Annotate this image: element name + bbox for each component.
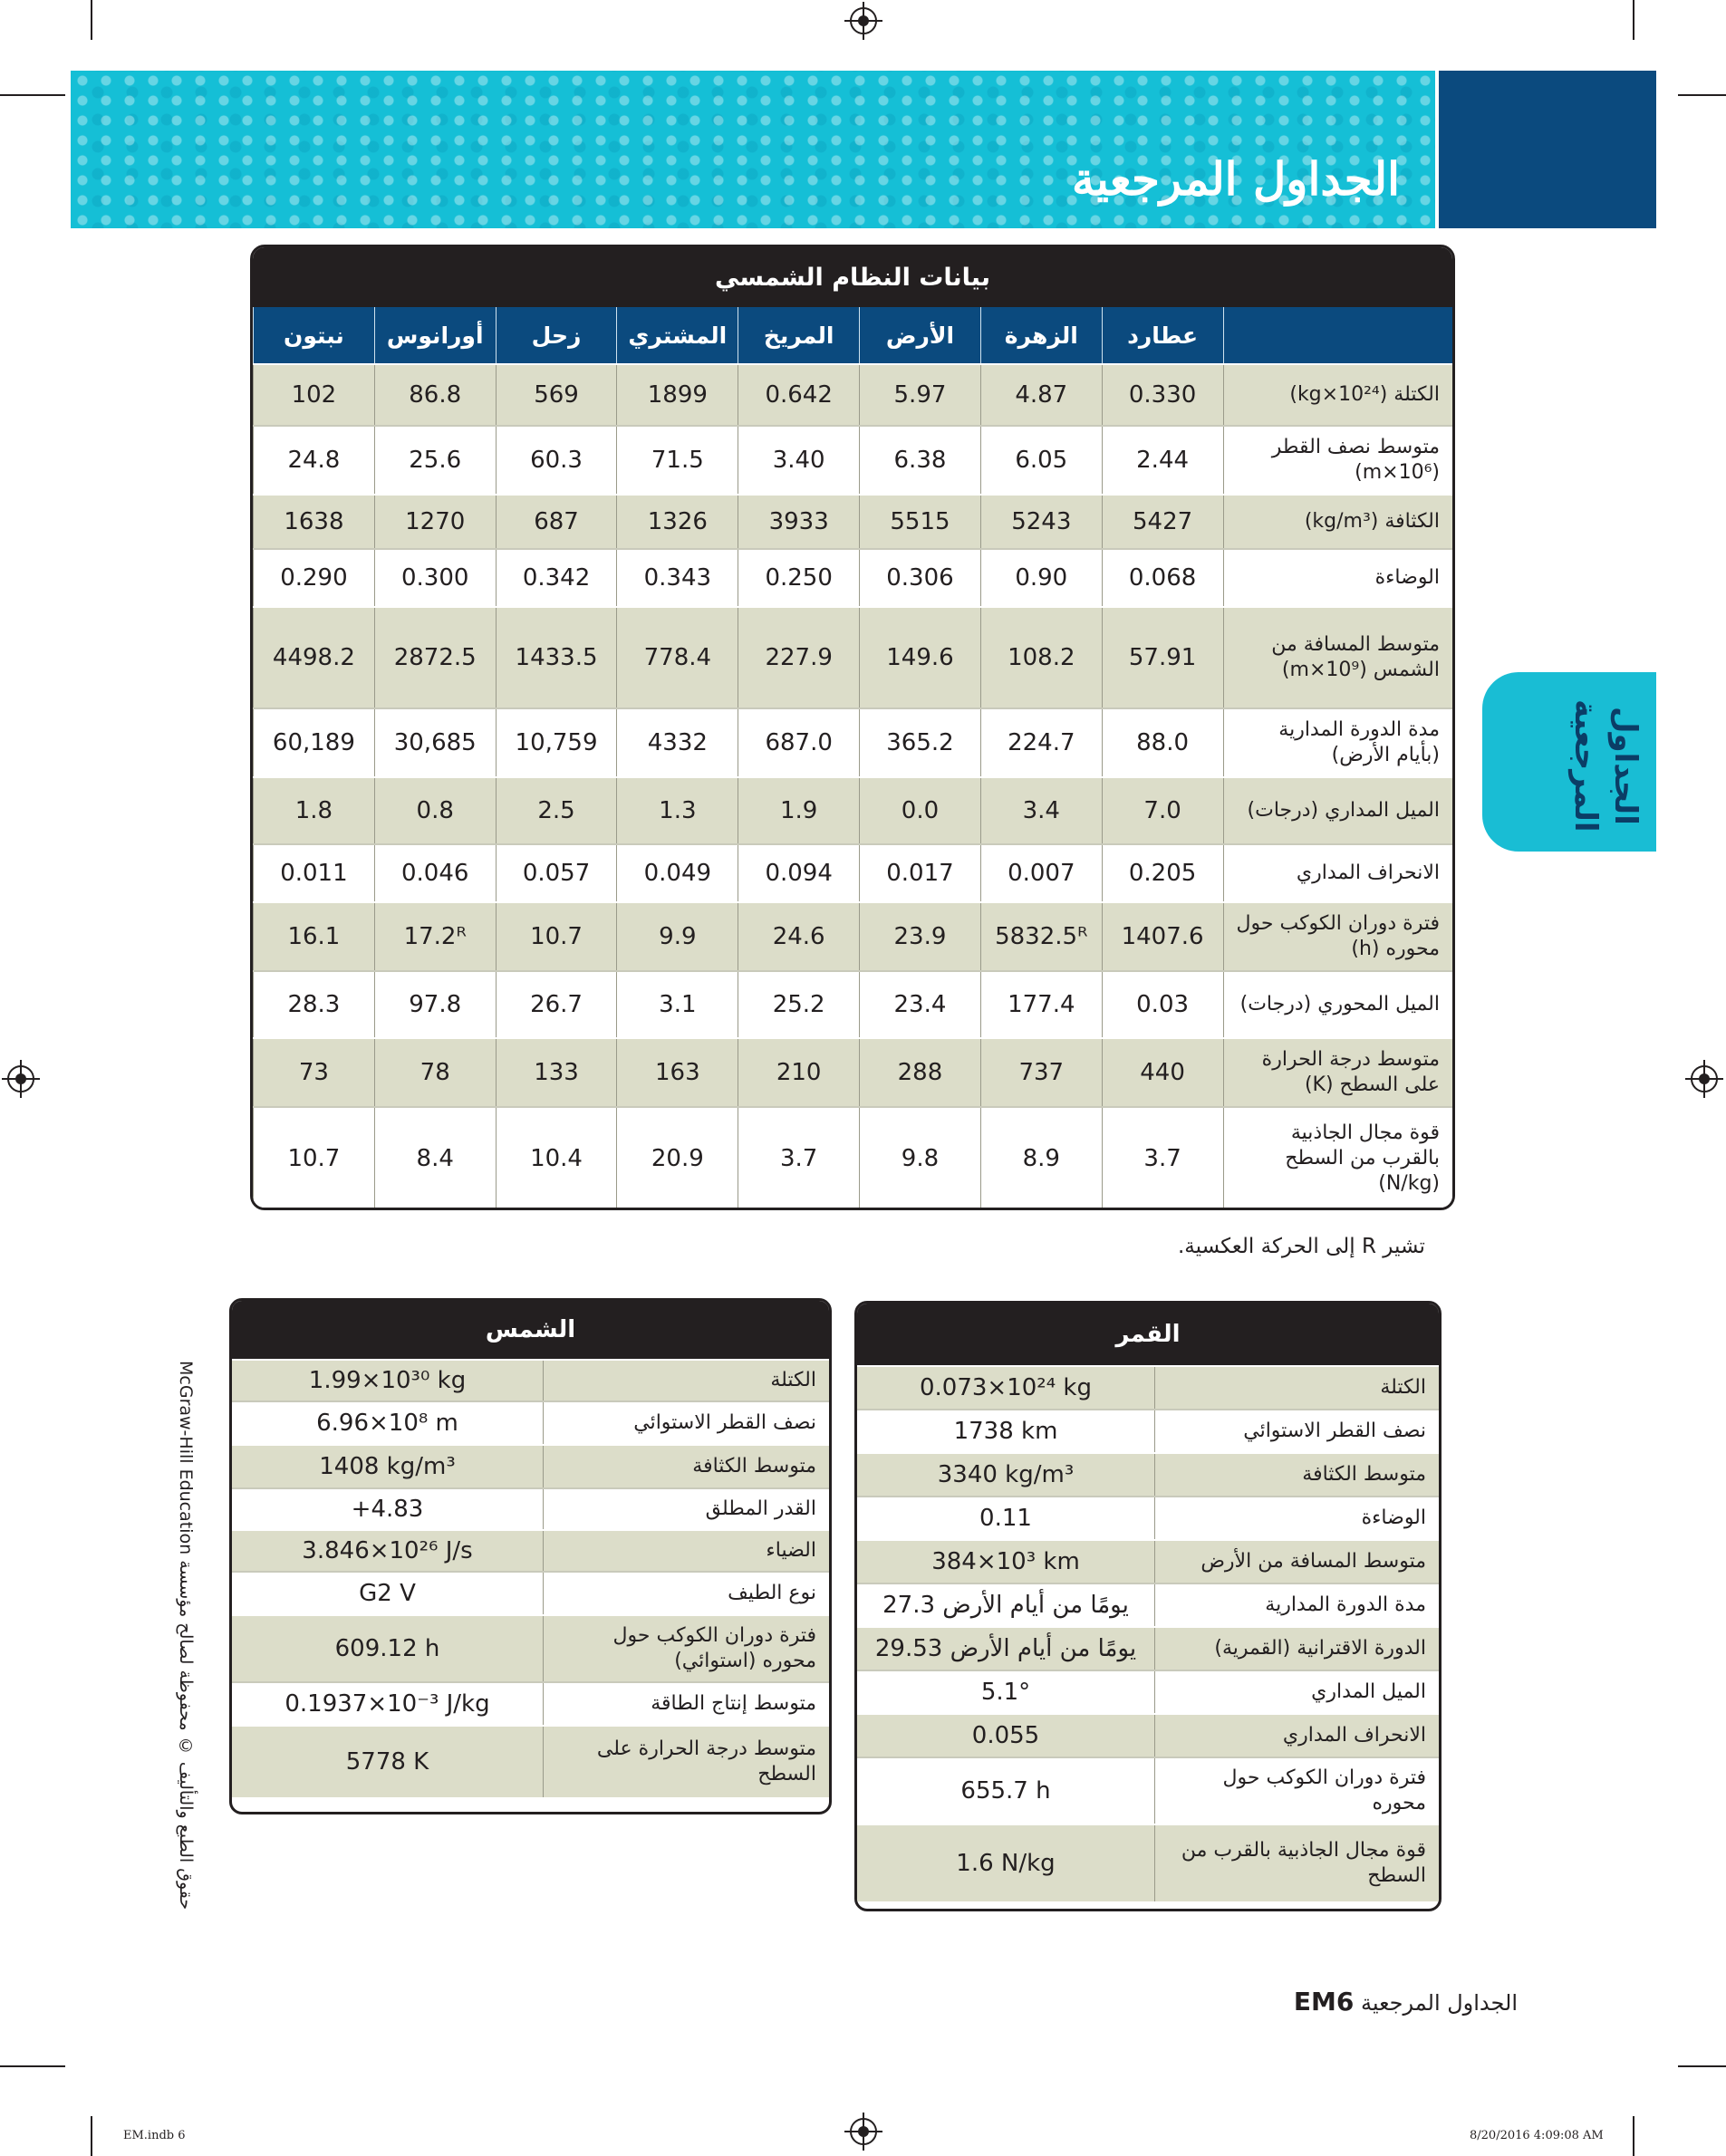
table-cell: 24.8 [254,426,375,495]
table-cell: 1638 [254,495,375,549]
table-cell: 16.1 [254,902,375,971]
table-cell: 25.2 [738,971,860,1038]
table-cell: 0.017 [860,844,981,902]
side-tab-label: الجداول المرجعية [1567,698,1644,833]
table-cell: 71.5 [617,426,738,495]
table-row [254,777,1453,844]
row-label: فترة دوران الكوكب حول محوره [1154,1758,1439,1824]
table-cell: 0.205 [1102,844,1223,902]
table-row [254,364,1453,426]
table-row [254,607,1453,708]
table-cell: 25.6 [374,426,496,495]
table-cell: 0.250 [738,549,860,607]
row-label: الكتلة (10²⁴×kg) [1223,364,1452,426]
row-value: 1.6 N/kg [956,1850,1056,1877]
row-label: الوضاءة [1154,1497,1439,1539]
table-cell: 0.057 [496,844,617,902]
row-label: قوة مجال الجاذبية بالقرب من السطح (N/kg) [1223,1107,1452,1208]
planet-header-row [254,307,1453,364]
copyright-credit: حقوق الطبع والتأليف © محفوظة لصالح مؤسسة McGraw-Hill Education [176,1360,196,1910]
crop-mark [1678,94,1726,96]
table-cell: 0.300 [374,549,496,607]
table-row [857,1409,1439,1452]
table-row [857,1452,1439,1496]
crop-mark [91,0,92,40]
row-value: 1.99×10³⁰ kg [308,1367,467,1394]
row-label: متوسط المسافة من الشمس (10⁹×m) [1223,607,1452,708]
table-row [857,1626,1439,1670]
table-row [232,1571,829,1614]
table-row [232,1359,829,1400]
table-cell: 4498.2 [254,607,375,708]
table-cell: 10.4 [496,1107,617,1208]
row-value: 1738 km [953,1418,1058,1445]
table-cell: 4332 [617,708,738,777]
row-value: 5778 K [345,1748,429,1776]
table-cell: 569 [496,364,617,426]
table-cell: 5515 [860,495,981,549]
table-cell: 9.8 [860,1107,981,1208]
row-label: نصف القطر الاستوائي [543,1402,829,1444]
table-cell: 5243 [980,495,1102,549]
table-cell: 0.03 [1102,971,1223,1038]
moon-table-title: القمر [857,1304,1439,1365]
table-cell: 24.6 [738,902,860,971]
row-value: 27.3 يومًا من أيام الأرض [882,1592,1129,1619]
table-cell: 30,685 [374,708,496,777]
table-row [254,495,1453,549]
row-label: قوة مجال الجاذبية بالقرب من السطح [1154,1825,1439,1901]
table-cell: 2.44 [1102,426,1223,495]
table-cell: 0.90 [980,549,1102,607]
row-label: فترة دوران الكوكب حول محوره (h) [1223,902,1452,971]
row-label: متوسط نصف القطر (10⁶×m) [1223,426,1452,495]
row-value: 1408 kg/m³ [319,1453,456,1480]
table-cell: 687 [496,495,617,549]
table-cell: 7.0 [1102,777,1223,844]
table-cell: 0.094 [738,844,860,902]
table-cell: 1433.5 [496,607,617,708]
row-label: الميل المداري (درجات) [1223,777,1452,844]
table-row [857,1365,1439,1409]
table-cell: 687.0 [738,708,860,777]
row-label: مدة الدورة المدارية [1154,1584,1439,1626]
table-row [857,1670,1439,1713]
solar-system-table [250,245,1455,1210]
table-cell: 1407.6 [1102,902,1223,971]
table-cell: 0.0 [860,777,981,844]
table-cell: 0.068 [1102,549,1223,607]
table-row [232,1725,829,1797]
table-cell: 1.8 [254,777,375,844]
crop-mark [91,2116,92,2156]
table-cell: 1.9 [738,777,860,844]
row-value: 384×10³ km [931,1548,1080,1575]
table-cell: 5427 [1102,495,1223,549]
table-cell: 17.2ᴿ [374,902,496,971]
crop-mark [0,2065,65,2067]
planet-header-uranus: أورانوس [374,307,496,364]
table-cell: 108.2 [980,607,1102,708]
crop-mark [1678,2065,1726,2067]
row-label: الوضاءة [1223,549,1452,607]
table-cell: 4.87 [980,364,1102,426]
table-cell: 0.342 [496,549,617,607]
table-row [254,1038,1453,1107]
table-row [254,1107,1453,1208]
row-value: 5.1° [980,1679,1031,1706]
table-cell: 10.7 [254,1107,375,1208]
row-value: 0.073×10²⁴ kg [920,1374,1092,1401]
table-cell: 210 [738,1038,860,1107]
table-cell: 0.330 [1102,364,1223,426]
table-row [232,1681,829,1725]
table-cell: 8.4 [374,1107,496,1208]
planet-header-mars: المريخ [738,307,860,364]
table-row [254,426,1453,495]
row-value: 29.53 يومًا من أيام الأرض [874,1635,1137,1662]
table-row [232,1487,829,1529]
table-row [857,1713,1439,1757]
table-cell: 10.7 [496,902,617,971]
row-value: 609.12 h [334,1635,440,1662]
table-cell: 23.9 [860,902,981,971]
table-cell: 133 [496,1038,617,1107]
crop-mark [1633,0,1634,40]
row-value: 3.846×10²⁶ J/s [302,1537,473,1564]
table-cell: 163 [617,1038,738,1107]
row-value: 3340 kg/m³ [937,1461,1075,1488]
table-cell: 3.4 [980,777,1102,844]
row-label: متوسط إنتاج الطاقة [543,1683,829,1725]
row-label: الميل المحوري (درجات) [1223,971,1452,1038]
table-cell: 6.38 [860,426,981,495]
row-label: الكثافة (kg/m³) [1223,495,1452,549]
row-value: 0.11 [979,1505,1032,1532]
planet-header-mercury: عطارد [1102,307,1223,364]
table-row [232,1444,829,1487]
table-cell: 10,759 [496,708,617,777]
table-cell: 102 [254,364,375,426]
table-row [254,971,1453,1038]
registration-mark-icon [850,7,877,34]
row-label: متوسط الكثافة [543,1446,829,1487]
retrograde-note: تشير R إلى الحركة العكسية. [1178,1235,1425,1258]
sun-table [229,1298,832,1814]
table-cell: 86.8 [374,364,496,426]
row-label: الدورة الاقترانية (القمرية) [1154,1628,1439,1670]
table-cell: 20.9 [617,1107,738,1208]
table-cell: 440 [1102,1038,1223,1107]
planet-header-saturn: زحل [496,307,617,364]
row-value: 655.7 h [960,1777,1051,1805]
table-cell: 0.290 [254,549,375,607]
table-row [254,549,1453,607]
row-label: نصف القطر الاستوائي [1154,1410,1439,1452]
row-label: الميل المداري [1154,1671,1439,1713]
table-cell: 2.5 [496,777,617,844]
table-cell: 177.4 [980,971,1102,1038]
table-cell: 227.9 [738,607,860,708]
row-label: نوع الطيف [543,1573,829,1614]
table-row [857,1757,1439,1824]
table-row [232,1400,829,1444]
table-cell: 3933 [738,495,860,549]
table-cell: 0.343 [617,549,738,607]
table-row [232,1614,829,1681]
table-cell: 3.1 [617,971,738,1038]
table-row [857,1824,1439,1901]
table-cell: 97.8 [374,971,496,1038]
slug-left: EM.indb 6 [123,2129,186,2142]
registration-mark-icon [7,1065,34,1092]
row-label: مدة الدورة المدارية (بأيام الأرض) [1223,708,1452,777]
table-row [254,902,1453,971]
table-cell: 0.8 [374,777,496,844]
table-cell: 57.91 [1102,607,1223,708]
registration-mark-icon [1691,1065,1718,1092]
table-cell: 0.306 [860,549,981,607]
table-cell: 5.97 [860,364,981,426]
page-number: EM6 [1293,1987,1355,2016]
registration-mark-icon [850,2118,877,2145]
table-cell: 2872.5 [374,607,496,708]
table-cell: 6.05 [980,426,1102,495]
table-row [232,1529,829,1571]
table-row [857,1496,1439,1539]
table-cell: 23.4 [860,971,981,1038]
table-cell: 1899 [617,364,738,426]
table-row [857,1539,1439,1583]
table-cell: 737 [980,1038,1102,1107]
slug-right: 8/20/2016 4:09:08 AM [1470,2129,1604,2142]
table-cell: 0.007 [980,844,1102,902]
header-band-dark [1439,71,1656,228]
row-label: متوسط درجة الحرارة على السطح [543,1727,829,1797]
table-row [254,844,1453,902]
row-label: متوسط الكثافة [1154,1454,1439,1496]
page-footer [1272,1987,1518,2016]
table-cell: 0.049 [617,844,738,902]
planet-header-neptune: نبتون [254,307,375,364]
table-cell: 60,189 [254,708,375,777]
table-cell: 28.3 [254,971,375,1038]
crop-mark [1633,2116,1634,2156]
crop-mark [0,94,65,96]
row-label: الضياء [543,1531,829,1571]
table-cell: 26.7 [496,971,617,1038]
row-label-header [1223,307,1452,364]
table-cell: 0.642 [738,364,860,426]
table-cell: 224.7 [980,708,1102,777]
row-label: الكتلة [1154,1367,1439,1409]
table-cell: 9.9 [617,902,738,971]
page-title: الجداول المرجعية [1072,152,1400,206]
row-value: +4.83 [351,1496,424,1523]
row-label: الانحراف المداري [1154,1715,1439,1757]
table-cell: 3.7 [738,1107,860,1208]
row-value: 0.1937×10⁻³ J/kg [284,1690,490,1718]
table-cell: 365.2 [860,708,981,777]
planet-header-earth: الأرض [860,307,981,364]
table-cell: 78 [374,1038,496,1107]
table-cell: 149.6 [860,607,981,708]
table-cell: 0.046 [374,844,496,902]
row-label: الكتلة [543,1361,829,1400]
row-label: متوسط المسافة من الأرض [1154,1541,1439,1583]
table-cell: 73 [254,1038,375,1107]
planet-header-venus: الزهرة [980,307,1102,364]
row-label: متوسط درجة الحرارة على السطح (K) [1223,1038,1452,1107]
planet-header-jupiter: المشتري [617,307,738,364]
table-cell: 1270 [374,495,496,549]
moon-table [854,1301,1442,1911]
footer-label: الجداول المرجعية [1360,1990,1518,2016]
table-cell: 88.0 [1102,708,1223,777]
solar-system-table-title: بيانات النظام الشمسي [253,247,1452,307]
row-value: 0.055 [971,1722,1040,1749]
table-row [254,708,1453,777]
table-cell: 288 [860,1038,981,1107]
row-value: G2 V [359,1580,416,1607]
row-value: 6.96×10⁸ m [316,1410,458,1437]
row-label: الانحراف المداري [1223,844,1452,902]
table-cell: 3.40 [738,426,860,495]
row-label: القدر المطلق [543,1489,829,1529]
row-label: فترة دوران الكوكب حول محوره (استوائي) [543,1616,829,1681]
table-cell: 1326 [617,495,738,549]
table-cell: 1.3 [617,777,738,844]
table-cell: 778.4 [617,607,738,708]
table-row [857,1583,1439,1626]
table-cell: 60.3 [496,426,617,495]
table-cell: 8.9 [980,1107,1102,1208]
table-cell: 3.7 [1102,1107,1223,1208]
table-cell: 5832.5ᴿ [980,902,1102,971]
sun-table-title: الشمس [232,1301,829,1359]
table-cell: 0.011 [254,844,375,902]
